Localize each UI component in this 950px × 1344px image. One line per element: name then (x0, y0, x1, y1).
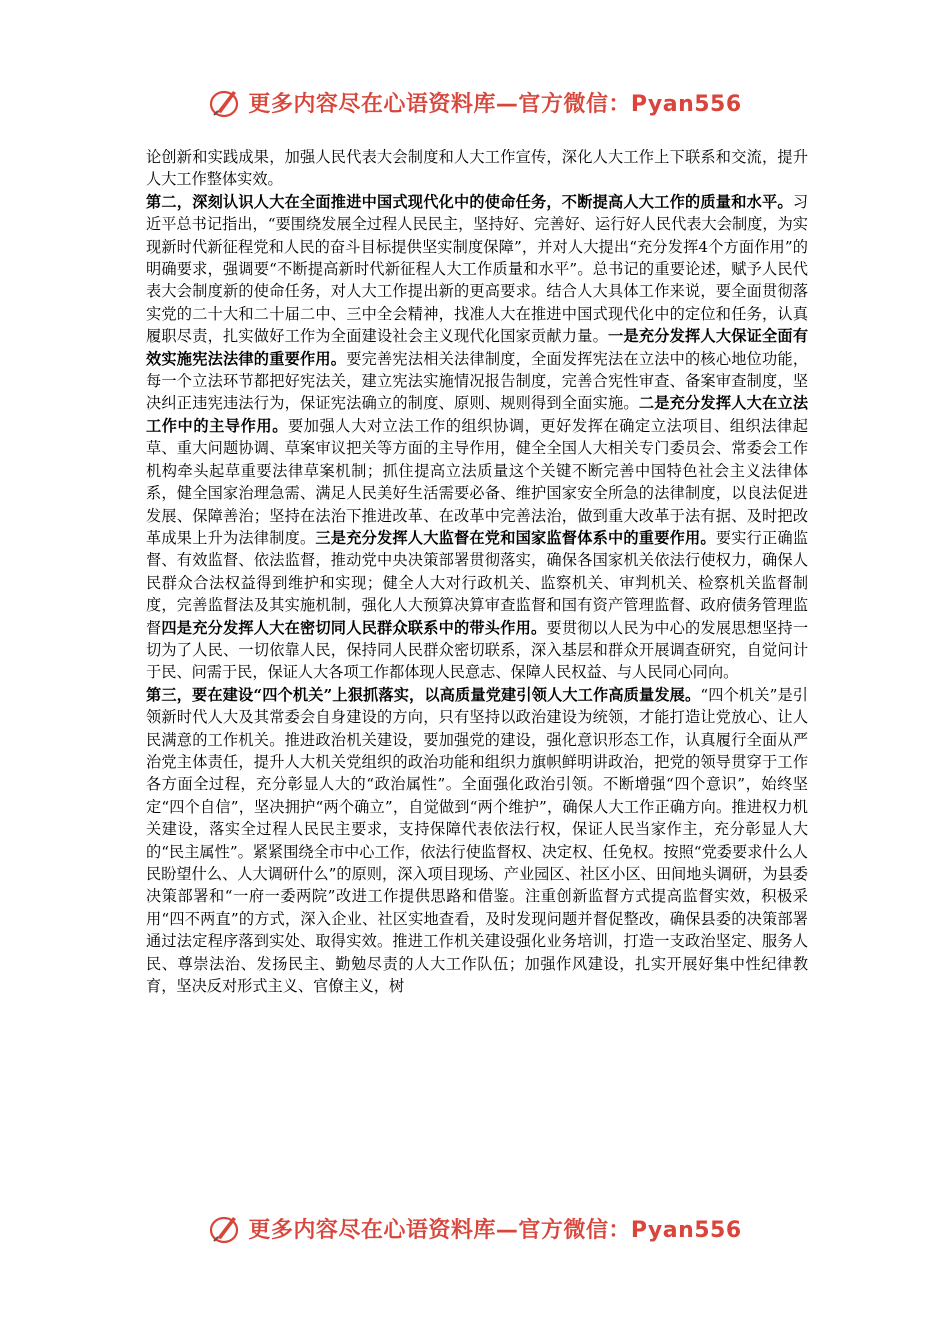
text-run: 要贯彻以人民为中心的发展思想坚持一切为了人民、一切依靠人民，保持同人民群众密切联系，深入基层和群众开展调查研究，自觉问计于民、问需于民，保证人大各项工作都体现人民意志、保障人民权益、与人民同心同向。 (146, 618, 809, 682)
document-body (146, 146, 808, 997)
bold-heading-run: 一是充分发挥人大保证全面有效实施宪法法律的重要作用。 (146, 327, 809, 368)
paragraph (146, 146, 808, 191)
banner-text: 更多内容尽在心语资料库—官方微信：Pyan556 (248, 91, 742, 117)
header-banner (0, 82, 950, 122)
banner-text: 更多内容尽在心语资料库—官方微信：Pyan556 (248, 1217, 742, 1243)
bold-heading-run: 第二，深刻认识人大在全面推进中国式现代化中的使命任务，不断提高人大工作的质量和水平。 (146, 192, 793, 211)
quill-pen-logo (208, 1211, 242, 1245)
text-run: 要完善宪法相关法律制度，全面发挥宪法在立法中的核心地位功能，每一个立法环节都把好宪法关，建立宪法实施情况报告制度，完善合宪性审查、备案审查制度，坚决纠正违宪违法行为，保证宪法确立的制度、原则、规则得到全面实施。 (146, 349, 809, 413)
footer-banner (0, 1208, 950, 1248)
text-run: 要加强人大对立法工作的组织协调，更好发挥在确定立法项目、组织法律起草、重大问题协调、草案审议把关等方面的主导作用，健全全国人大相关专门委员会、常委会工作机构牵头起草重要法律草案机制；抓住提高立法质量这个关键不断完善中国特色社会主义法律体系，健全国家治理急需、满足人民美好生活需要必备、维护国家安全所急的法律制度，以良法促进发展、保障善治；坚持在法治下推进改革、在改革中完善法治，做到重大改革于法有据、及时把改革成果上升为法律制度。 (146, 416, 809, 547)
paragraph (146, 684, 808, 998)
paragraph (146, 191, 808, 684)
bold-heading-run: 四是充分发挥人大在密切同人民群众联系中的带头作用。 (161, 618, 547, 637)
bold-heading-run: 二是充分发挥人大在立法工作中的主导作用。 (146, 394, 809, 435)
text-run: 习近平总书记指出，“要围绕发展全过程人民民主，坚持好、完善好、运行好人民代表大会制度，为实现新时代新征程党和人民的奋斗目标提供坚实制度保障”，并对人大提出“充分发挥4个方面作用”的明确要求，强调要“不断提高新时代新征程人大工作质量和水平”。总书记的重要论述，赋予人民代表大会制度新的使命任务，对人大工作提出新的更高要求。结合人大具体工作来说，要全面贯彻落实党的二十大和二十届二中、三中全会精神，找准人大在推进中国式现代化中的定位和任务，认真履职尽责，扎实做好工作为全面建设社会主义现代化国家贡献力量。 (146, 192, 808, 346)
bold-heading-run: 第三，要在建设“四个机关”上狠抓落实，以高质量党建引领人大工作高质量发展。 (146, 685, 701, 704)
bold-heading-run: 三是充分发挥人大监督在党和国家监督体系中的重要作用。 (315, 528, 716, 547)
quill-pen-logo (208, 85, 242, 119)
text-run: “四个机关”是引领新时代人大及其常委会自身建设的方向，只有坚持以政治建设为统领，才能打造让党放心、让人民满意的工作机关。推进政治机关建设，要加强党的建设，强化意识形态工作，认真履行全面从严治党主体责任，提升人大机关党组织的政治功能和组织力旗帜鲜明讲政治，把党的领导贯穿于工作各方面全过程，充分彰显人大的“政治属性”。全面强化政治引领。不断增强“四个意识”，始终坚定“四个自信”，坚决拥护“两个确立”，自觉做到“两个维护”，确保人大工作正确方向。推进权力机关建设，落实全过程人民民主要求，支持保障代表依法行权，保证人民当家作主，充分彰显人大的“民主属性”。紧紧围绕全市中心工作，依法行使监督权、决定权、任免权。按照“党委要求什么人民盼望什么、人大调研什么”的原则，深入项目现场、产业园区、社区小区、田间地头调研，为县委决策部署和“一府一委两院”改进工作提供思路和借鉴。注重创新监督方式提高监督实效，积极采用“四不两直”的方式，深入企业、社区实地查看，及时发现问题并督促整改，确保县委的决策部署通过法定程序落到实处、取得实效。推进工作机关建设强化业务培训，打造一支政治坚定、服务人民、尊崇法治、发扬民主、勤勉尽责的人大工作队伍；加强作风建设，扎实开展好集中性纪律教育，坚决反对形式主义、官僚主义，树 (146, 685, 808, 996)
text-run: 论创新和实践成果，加强人民代表大会制度和人大工作宣传，深化人大工作上下联系和交流，提升人大工作整体实效。 (146, 148, 808, 189)
text-run: 要实行正确监督、有效监督、依法监督，推动党中央决策部署贯彻落实，确保各国家机关依法行使权力，确保人民群众合法权益得到维护和实现；健全人大对行政机关、监察机关、审判机关、检察机关监督制度，完善监督法及其实施机制，强化人大预算决算审查监督和国有资产管理监督、政府债务管理监督 (146, 528, 809, 637)
